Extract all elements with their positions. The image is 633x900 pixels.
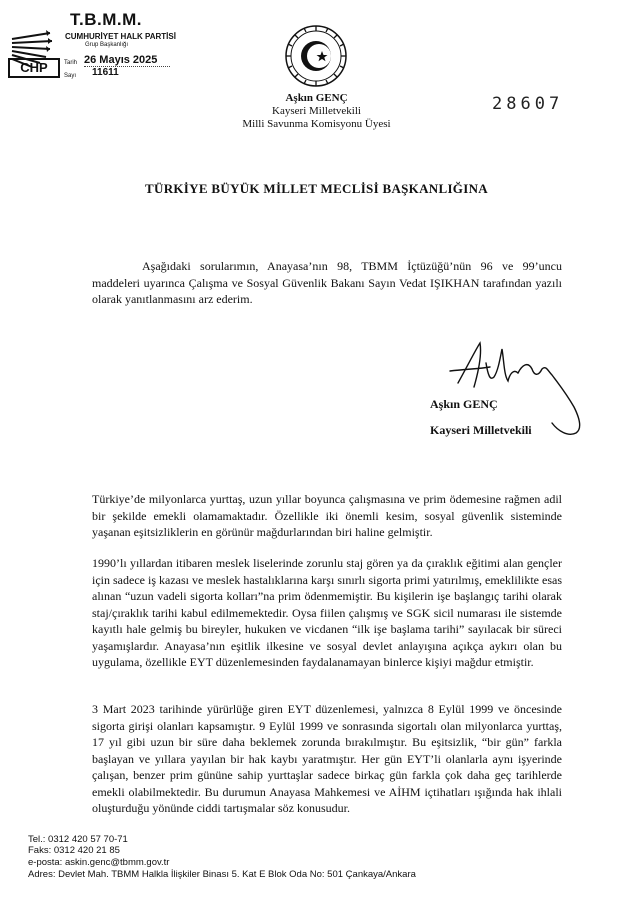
sender-role: Kayseri Milletvekili — [272, 105, 361, 117]
footer-email: e-posta: askin.genc@tbmm.gov.tr — [28, 857, 170, 868]
document-number: 28607 — [492, 94, 564, 114]
footer-address: Adres: Devlet Mah. TBMM Halkla İlişkiler Binası 5. Kat E Blok Oda No: 501 Çankaya/Ankara — [28, 869, 416, 880]
stamp-party-name: CUMHURİYET HALK PARTİSİ — [65, 32, 176, 41]
sender-name: Aşkın GENÇ — [285, 92, 348, 104]
stamp-number-label: Sayı — [64, 73, 77, 79]
stamp-date-label: Tarih — [64, 60, 78, 66]
body-paragraph: 1990’lı yıllardan itibaren meslek liselerinde zorunlu staj gören ya da çıraklık eğitimi alan gençler için sadece iş kazası ve meslek hastalıklarına karşı sınırlı sigorta primi yatırılmış, emeklilikte esas alınan “uzun vadeli sigorta kolları”na prim ödenmemiştir. Bu kişilerin işe başlangıç tarihi olarak staj/çıraklık tarihi kabul edilmemektedir. Oysa fiilen çalışmış ve SGK sicil numarası ile sistemde kayıtlı hale gelmiş bu bireyler, hukuken ve vicdanen “ilk işe başlama tarihi” sayılacak bir süreci yaşamışlardır. Anayasa’nın eşitlik ilkesine ve sosyal devlet anlayışına açıkça aykırı olan bu uygulama, özellikle EYT düzenlemesinden faydalanamayan binlerce kişiyi mağdur etmiştir. — [92, 556, 562, 669]
stamp-group: Grup Başkanlığı — [85, 42, 129, 48]
stamp-date: 26 Mayıs 2025 — [84, 54, 170, 67]
party-abbreviation: CHP — [8, 58, 60, 78]
addressee: TÜRKİYE BÜYÜK MİLLET MECLİSİ BAŞKANLIĞINA — [145, 181, 488, 196]
signature-role: Kayseri Milletvekili — [430, 423, 532, 437]
signature-name: Aşkın GENÇ — [430, 397, 498, 411]
footer-phone: Tel.: 0312 420 57 70-71 — [28, 834, 128, 845]
sender-committee: Milli Savunma Komisyonu Üyesi — [242, 118, 391, 130]
stamp-title: T.B.M.M. — [70, 10, 142, 29]
stamp-number: 11611 — [92, 67, 119, 78]
footer-fax: Faks: 0312 420 21 85 — [28, 845, 120, 856]
intro-paragraph: Aşağıdaki sorularımın, Anayasa’nın 98, TBMM İçtüzüğü’nün 96 ve 99’uncu maddeleri uyarınca Çalışma ve Sosyal Güvenlik Bakanı Sayın Vedat IŞIKHAN tarafından yazılı olarak yanıtlanmasını arz ederim. — [92, 259, 562, 306]
body-paragraph: 3 Mart 2023 tarihinde yürürlüğe giren EYT düzenlemesi, yalnızca 8 Eylül 1999 ve öncesinde sigorta girişi olanları kapsamıştır. 9 Eylül 1999 ve sonrasında sigortalı olan milyonlarca yurttaş, 17 yıl gibi uzun bir süre daha beklemek zorunda bırakılmıştır. Bu eşitsizlik, “bir gün” farkla başlayan ve yıllara yayılan bir hak kaybı yaratmıştır. Her gün EYT’li olanlarla aynı işyerinde çalışan, benzer prim gününe sahip yurttaşlar sadece birkaç gün farkla çok daha geç tarihlerde emekli olabilmektedir. Bu durumun Anayasa Mahkemesi ve AİHM içtihatları ışığında hak ihlali oluşturduğu yönünde ciddi tartışmalar söz konusudur. — [92, 702, 562, 815]
tbmm-seal-icon — [284, 24, 348, 88]
body-paragraph: Türkiye’de milyonlarca yurttaş, uzun yıllar boyunca çalışmasına ve prim ödemesine rağmen adil bir şekilde emekli olamamaktadır. Özellikle iki önemli kesim, sosyal güvenlik sisteminde yaşanan eşitsizliklerin en görünür mağdurlarından biri haline gelmiştir. — [92, 492, 562, 539]
